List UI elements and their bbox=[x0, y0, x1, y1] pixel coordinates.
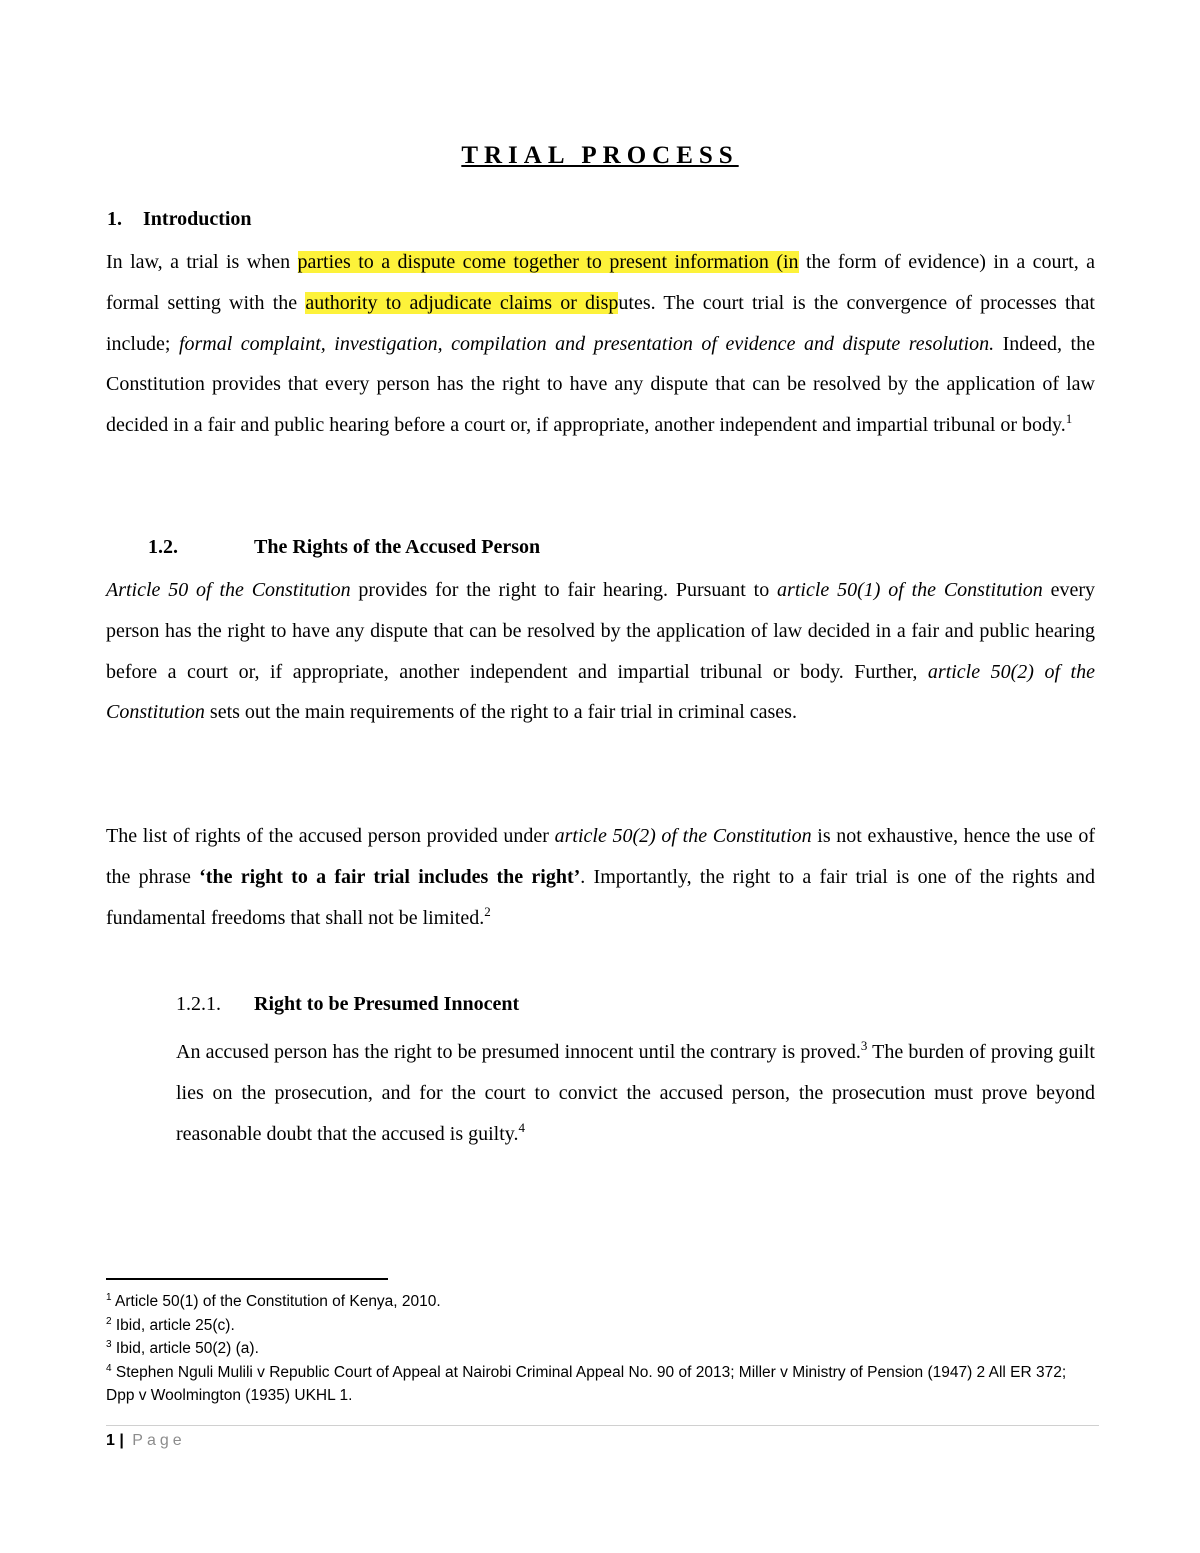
footnote-ref: 4 bbox=[518, 1119, 525, 1135]
innocence-paragraph: An accused person has the right to be presumed innocent until the contrary is proved.$^3$ The burden of proving guilt lies on the prosecution, and for the court to convict the accused person, the prosecution must prove beyond reasonable doubt that the accused is guilty.$^4$ bbox=[176, 1038, 1095, 1145]
page-label: Page bbox=[132, 1432, 186, 1449]
section-number: 1. bbox=[107, 208, 122, 230]
footnote-4: $^4$ Stephen Nguli Mulili v Republic Court of Appeal at Nairobi Criminal Appeal No. 90 of 2013; Miller v Ministry of Pension (1947) 2 All ER 372; Dpp v Woolmington (1935) UKHL 1. bbox=[106, 1362, 1067, 1404]
footer-divider bbox=[106, 1425, 1099, 1426]
footnote-1: $^1$ Article 50(1) of the Constitution of Kenya, 2010. bbox=[106, 1292, 441, 1310]
highlighted-text: parties to a dispute come together to present information (in bbox=[297, 251, 799, 273]
document-title: TRIAL PROCESS bbox=[461, 142, 739, 169]
section-number-1-2: 1.2. bbox=[148, 536, 178, 558]
footnotes bbox=[106, 1290, 1096, 1408]
highlighted-text: authority to adjudicate claims or disp bbox=[305, 291, 619, 314]
section-heading-introduction bbox=[107, 208, 252, 231]
footnote-ref: 1 bbox=[1065, 411, 1073, 427]
section-heading-rights: The Rights of the Accused Person bbox=[254, 536, 541, 558]
page-number: 1 bbox=[106, 1432, 115, 1449]
introduction-paragraph: In law, a trial is when parties to a dispute come together to present information (in the form of evidence) in a court, a formal setting with the authority to adjudicate claims or disputes. The court trial is the convergence of processes that include; formal complaint, investigation, compilation and presentation of evidence and dispute resolution. Indeed, the Constitution provides that every person has the right to have any dispute that can be resolved by the application of law decided in a fair and public hearing before a court or, if appropriate, another independent and impartial tribunal or body.$^1$ bbox=[106, 251, 1095, 437]
section-number-1-2-1: 1.2.1. bbox=[176, 993, 221, 1015]
section-heading-innocent: Right to be Presumed Innocent bbox=[254, 993, 520, 1015]
rights-paragraph: Article 50 of the Constitution provides for the right to fair hearing. Pursuant to article 50(1) of the Constitution every person has the right to have any dispute that can be resolved by the application of law decided in a fair and public hearing before a court or, if appropriate, another independent and impartial tribunal or body. Further, article 50(2) of the Constitution sets out the main requirements of the right to a fair trial in criminal cases. bbox=[106, 579, 1095, 724]
footer-separator: | bbox=[119, 1432, 124, 1449]
footnote-3: $^3$ Ibid, article 50(2) (a). bbox=[106, 1339, 259, 1357]
footnote-2: $^2$ Ibid, article 25(c). bbox=[106, 1315, 235, 1334]
page-footer bbox=[106, 1432, 186, 1450]
footnote-ref: 3 bbox=[860, 1038, 868, 1053]
section-title: Introduction bbox=[143, 208, 252, 230]
rights-list-paragraph: The list of rights of the accused person provided under article 50(2) of the Constitution is not exhaustive, hence the use of the phrase ‘the right to a fair trial includes the right’. Importantly, the right to a fair trial is one of the rights and fundamental freedoms that shall not be limited.$^2$ bbox=[106, 825, 1095, 929]
footnote-separator bbox=[106, 1278, 388, 1280]
footnote-ref: 2 bbox=[484, 903, 491, 919]
